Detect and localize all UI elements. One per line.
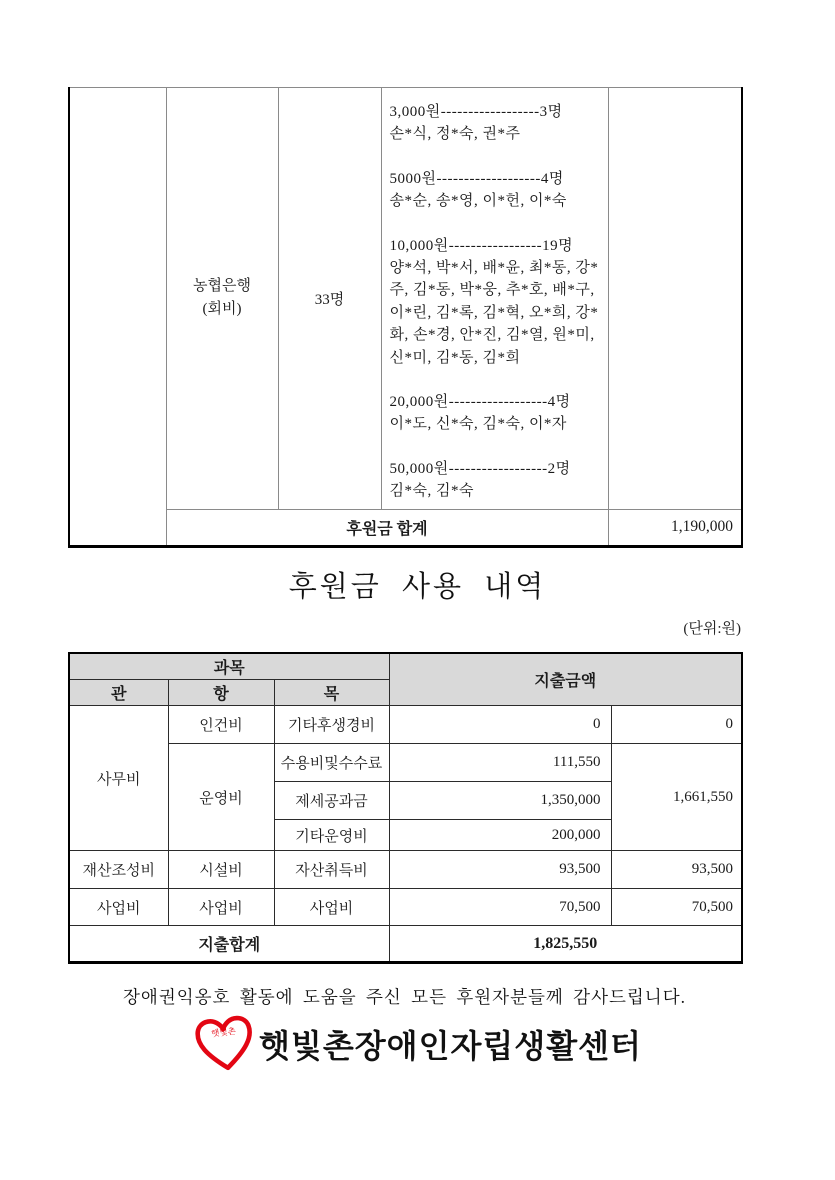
expense-total-label: 지출합계 xyxy=(69,926,389,963)
bank-name: 농협은행 xyxy=(193,278,251,295)
expense-row xyxy=(69,851,742,889)
donation-block xyxy=(390,168,602,213)
heart-label: 햇빛촌 xyxy=(210,1025,237,1039)
donation-main-row xyxy=(69,88,742,510)
expense-table xyxy=(68,652,743,964)
unit-note: (단위:원) xyxy=(683,621,741,637)
donation-left-empty-cell xyxy=(69,88,166,547)
org-name: 햇빛촌장애인자립생활센터 xyxy=(259,1028,642,1064)
donation-amount-line: 20,000원------------------4명 xyxy=(389,394,571,411)
cell-hang: 사업비 xyxy=(168,889,274,926)
donation-block xyxy=(390,391,602,436)
cell-amount: 200,000 xyxy=(389,820,611,851)
cell-mok: 제세공과금 xyxy=(274,782,389,820)
donation-amount-empty-cell xyxy=(608,88,742,510)
cell-amount: 93,500 xyxy=(389,851,611,889)
donor-names: 이*도, 신*숙, 김*숙, 이*자 xyxy=(389,416,567,433)
cell-gwan: 재산조성비 xyxy=(69,851,168,889)
donation-total-label: 후원금 합계 xyxy=(166,509,608,546)
cell-subtotal: 70,500 xyxy=(611,889,742,926)
expense-row xyxy=(69,889,742,926)
cell-subtotal: 93,500 xyxy=(611,851,742,889)
header-amount: 지출금액 xyxy=(389,653,742,706)
cell-mok: 수용비및수수료 xyxy=(274,744,389,782)
cell-subtotal: 0 xyxy=(611,706,742,744)
donation-block xyxy=(390,101,602,146)
thanks-message: 장애권익옹호 활동에 도움을 주신 모든 후원자분들께 감사드립니다. xyxy=(123,987,686,1007)
donation-amount-line: 5000원-------------------4명 xyxy=(389,170,564,187)
header-gwan: 관 xyxy=(69,680,168,706)
cell-hang: 시설비 xyxy=(168,851,274,889)
cell-mok: 사업비 xyxy=(274,889,389,926)
donation-total-row xyxy=(69,509,742,546)
cell-mok: 기타운영비 xyxy=(274,820,389,851)
cell-mok: 자산취득비 xyxy=(274,851,389,889)
header-hang: 항 xyxy=(168,680,274,706)
donor-count-cell: 33명 xyxy=(278,88,381,510)
header-subject-group: 과목 xyxy=(69,653,389,680)
expense-row xyxy=(69,744,742,782)
donation-details-cell xyxy=(381,88,608,510)
bank-cell xyxy=(166,88,278,510)
header-mok: 목 xyxy=(274,680,389,706)
donor-names: 김*숙, 김*숙 xyxy=(389,483,474,500)
cell-hang: 인건비 xyxy=(168,706,274,744)
donation-table xyxy=(68,87,743,548)
donation-block xyxy=(390,235,602,369)
expense-header-row-1 xyxy=(69,653,742,680)
cell-amount: 0 xyxy=(389,706,611,744)
donation-amount-line: 10,000원-----------------19명 xyxy=(389,237,574,254)
donor-names: 송*순, 송*영, 이*헌, 이*숙 xyxy=(389,193,567,210)
donation-total-amount: 1,190,000 xyxy=(608,509,742,546)
cell-amount: 70,500 xyxy=(389,889,611,926)
cell-amount: 1,350,000 xyxy=(389,782,611,820)
donation-block xyxy=(390,458,602,503)
cell-gwan: 사무비 xyxy=(69,706,168,851)
cell-amount: 111,550 xyxy=(389,744,611,782)
donor-names: 양*석, 박*서, 배*윤, 최*동, 강*주, 김*동, 박*웅, 추*호, 배*구, 이*린, 김*록, 김*혁, 오*희, 강*화, 손*경, 안*진, 김*열, 원*미, 신*미, 김*동, 김*희 xyxy=(389,260,599,366)
cell-hang: 운영비 xyxy=(168,744,274,851)
expense-total-amount: 1,825,550 xyxy=(389,926,742,963)
cell-mok: 기타후생경비 xyxy=(274,706,389,744)
cell-subtotal: 1,661,550 xyxy=(611,744,742,851)
donor-names: 손*식, 정*숙, 권*주 xyxy=(389,126,521,143)
donation-amount-line: 50,000원------------------2명 xyxy=(389,460,571,477)
bank-note: (회비) xyxy=(202,301,242,318)
org-logo xyxy=(0,1014,835,1074)
donation-amount-line: 3,000원------------------3명 xyxy=(389,104,563,120)
cell-gwan: 사업비 xyxy=(69,889,168,926)
heart-icon xyxy=(193,1014,257,1074)
expense-row xyxy=(69,706,742,744)
page-title: 후원금 사용 내역 xyxy=(288,571,547,603)
expense-total-row xyxy=(69,926,742,963)
